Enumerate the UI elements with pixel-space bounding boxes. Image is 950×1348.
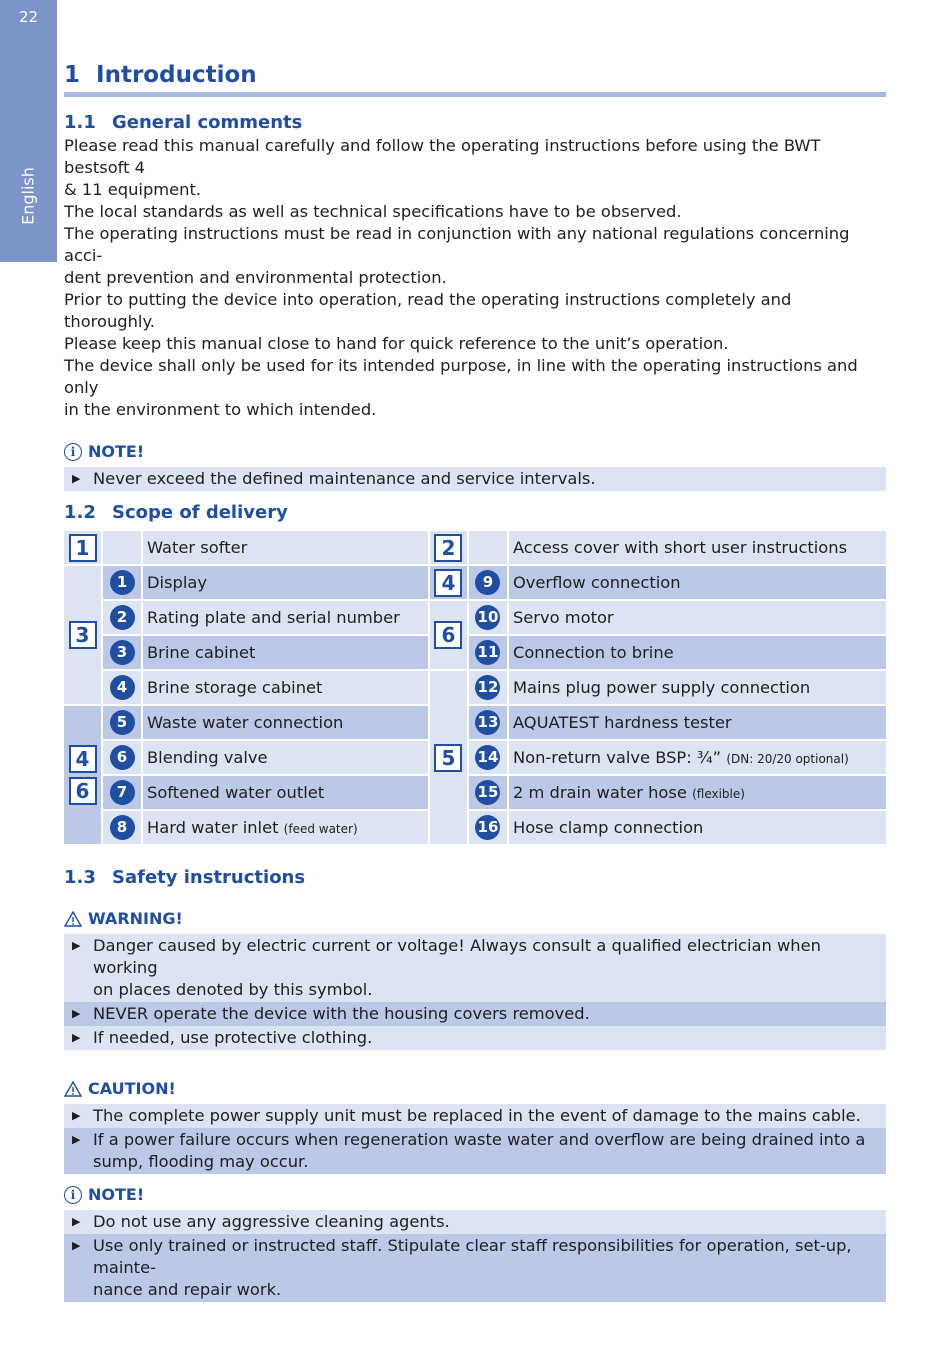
item-text: Rating plate and serial number — [143, 601, 428, 634]
box-number: 6 — [434, 621, 462, 649]
section-title-text: Safety instructions — [112, 867, 306, 888]
paragraph-line: & 11 equipment. — [64, 180, 202, 199]
item-number-badge: 12 — [475, 675, 500, 700]
bullet-arrow-icon: ▶ — [72, 1007, 81, 1020]
paragraph-line: Please read this manual carefully and follow the operating instructions before using the BWT bestsoft 4 — [64, 136, 821, 177]
bullet-arrow-icon: ▶ — [72, 472, 81, 485]
item-text: Access cover with short user instructions — [509, 531, 886, 564]
item-note: (feed water) — [283, 822, 358, 836]
caution-item — [64, 1104, 886, 1128]
note-item-text: Do not use any aggressive cleaning agents. — [93, 1212, 450, 1231]
note-item-text: nance and repair work. — [93, 1280, 282, 1299]
scope-of-delivery-table — [62, 529, 888, 846]
item-number-badge: 7 — [110, 780, 135, 805]
table-row — [64, 636, 886, 669]
paragraph-line: dent prevention and environmental protection. — [64, 268, 447, 287]
table-row — [64, 811, 886, 844]
table-row — [64, 741, 886, 774]
paragraph-line: The operating instructions must be read in conjunction with any national regulations concerning acci- — [64, 224, 850, 265]
chapter-title — [64, 60, 886, 97]
warning-item-text: Danger caused by electric current or voltage! Always consult a qualified electrician when working — [93, 936, 821, 977]
warning-item — [64, 1002, 886, 1026]
caution-triangle-icon — [64, 1081, 82, 1097]
item-text: Blending valve — [143, 741, 428, 774]
item-number-badge: 5 — [110, 710, 135, 735]
caution-item-text: sump, flooding may occur. — [93, 1152, 309, 1171]
item-text-main: Hard water inlet — [147, 818, 279, 837]
warning-item-text: NEVER operate the device with the housing covers removed. — [93, 1004, 590, 1023]
item-note: (flexible) — [692, 787, 745, 801]
info-icon: i — [64, 1186, 82, 1204]
language-tab: English — [18, 167, 38, 225]
paragraph-line: The device shall only be used for its intended purpose, in line with the operating instructions and only — [64, 356, 858, 397]
note-item-text: Use only trained or instructed staff. Stipulate clear staff responsibilities for operation, set-up, mainte- — [93, 1236, 852, 1277]
item-number-badge: 10 — [475, 605, 500, 630]
item-number-badge: 1 — [110, 570, 135, 595]
table-row — [64, 601, 886, 634]
box-number: 3 — [69, 621, 97, 649]
item-number-badge: 6 — [110, 745, 135, 770]
item-text: Brine storage cabinet — [143, 671, 428, 704]
paragraph-line: Prior to putting the device into operation, read the operating instructions completely and thoroughly. — [64, 290, 792, 331]
chapter-title-text: Introduction — [96, 62, 257, 88]
warning-item — [64, 934, 886, 1002]
item-number-badge: 3 — [110, 640, 135, 665]
section-number: 1.1 — [64, 112, 96, 133]
caution-item-text: If a power failure occurs when regeneration waste water and overflow are being drained into a — [93, 1130, 866, 1149]
item-text — [509, 741, 886, 774]
section-number: 1.3 — [64, 867, 96, 888]
item-number-badge: 9 — [475, 570, 500, 595]
caution-heading — [64, 1078, 886, 1100]
note-item — [64, 467, 886, 491]
item-text: Waste water connection — [143, 706, 428, 739]
note-label: NOTE! — [88, 442, 145, 461]
section-1-2-title — [64, 501, 886, 525]
note-item — [64, 1234, 886, 1302]
item-text: Mains plug power supply connection — [509, 671, 886, 704]
page-content — [64, 60, 886, 1302]
item-text: AQUATEST hardness tester — [509, 706, 886, 739]
item-note: (DN: 20/20 optional) — [726, 752, 849, 766]
box-number: 5 — [434, 744, 462, 772]
bullet-arrow-icon: ▶ — [72, 1109, 81, 1122]
item-number-badge: 2 — [110, 605, 135, 630]
section-title-text: General comments — [112, 112, 303, 133]
item-text — [143, 811, 428, 844]
note-item-text: Never exceed the defined maintenance and service intervals. — [93, 469, 596, 488]
note-item — [64, 1210, 886, 1234]
caution-label: CAUTION! — [88, 1079, 176, 1098]
table-row — [64, 671, 886, 704]
bullet-arrow-icon: ▶ — [72, 1215, 81, 1228]
warning-item-text: on places denoted by this symbol. — [93, 980, 373, 999]
section-1-1-title — [64, 111, 886, 135]
paragraph-line: in the environment to which intended. — [64, 400, 377, 419]
bullet-arrow-icon: ▶ — [72, 1239, 81, 1252]
paragraph-line: The local standards as well as technical specifications have to be observed. — [64, 202, 682, 221]
item-number-badge: 16 — [475, 815, 500, 840]
chapter-number: 1 — [64, 62, 81, 88]
item-text — [509, 776, 886, 809]
section-1-3-title — [64, 866, 886, 890]
note-heading — [64, 441, 886, 463]
item-text: Connection to brine — [509, 636, 886, 669]
caution-item-text: The complete power supply unit must be replaced in the event of damage to the mains cable. — [93, 1106, 861, 1125]
bullet-arrow-icon: ▶ — [72, 1133, 81, 1146]
note-label: NOTE! — [88, 1185, 145, 1204]
item-text: Overflow connection — [509, 566, 886, 599]
paragraph-line: Please keep this manual close to hand for quick reference to the unit’s operation. — [64, 334, 729, 353]
box-number: 6 — [69, 777, 97, 805]
item-text: Hose clamp connection — [509, 811, 886, 844]
bullet-arrow-icon: ▶ — [72, 1031, 81, 1044]
warning-item — [64, 1026, 886, 1050]
table-row — [64, 531, 886, 564]
warning-item-text: If needed, use protective clothing. — [93, 1028, 373, 1047]
warning-heading — [64, 908, 886, 930]
item-number-badge: 11 — [475, 640, 500, 665]
box-number: 4 — [434, 569, 462, 597]
item-text-main: 2 m drain water hose — [512, 783, 687, 802]
warning-triangle-icon — [64, 911, 82, 927]
warning-label: WARNING! — [88, 909, 183, 928]
box-number: 1 — [69, 534, 97, 562]
language-sidebar — [0, 0, 57, 262]
item-number-badge: 13 — [475, 710, 500, 735]
item-number-badge: 4 — [110, 675, 135, 700]
info-icon: i — [64, 443, 82, 461]
table-row — [64, 706, 886, 739]
item-text: Display — [143, 566, 428, 599]
item-text: Brine cabinet — [143, 636, 428, 669]
table-row — [64, 566, 886, 599]
item-number-badge: 14 — [475, 745, 500, 770]
item-number-badge: 15 — [475, 780, 500, 805]
bullet-arrow-icon: ▶ — [72, 939, 81, 952]
section-title-text: Scope of delivery — [112, 502, 288, 523]
item-text: Servo motor — [509, 601, 886, 634]
box-number: 2 — [434, 534, 462, 562]
page-number: 22 — [18, 8, 39, 26]
item-text-main: Non-return valve BSP: ¾” — [512, 748, 722, 767]
general-comments-text — [64, 135, 886, 421]
item-number-badge: 8 — [110, 815, 135, 840]
item-text: Water softer — [143, 531, 428, 564]
box-number: 4 — [69, 745, 97, 773]
table-row — [64, 776, 886, 809]
section-number: 1.2 — [64, 502, 96, 523]
note-heading — [64, 1184, 886, 1206]
item-text: Softened water outlet — [143, 776, 428, 809]
caution-item — [64, 1128, 886, 1174]
